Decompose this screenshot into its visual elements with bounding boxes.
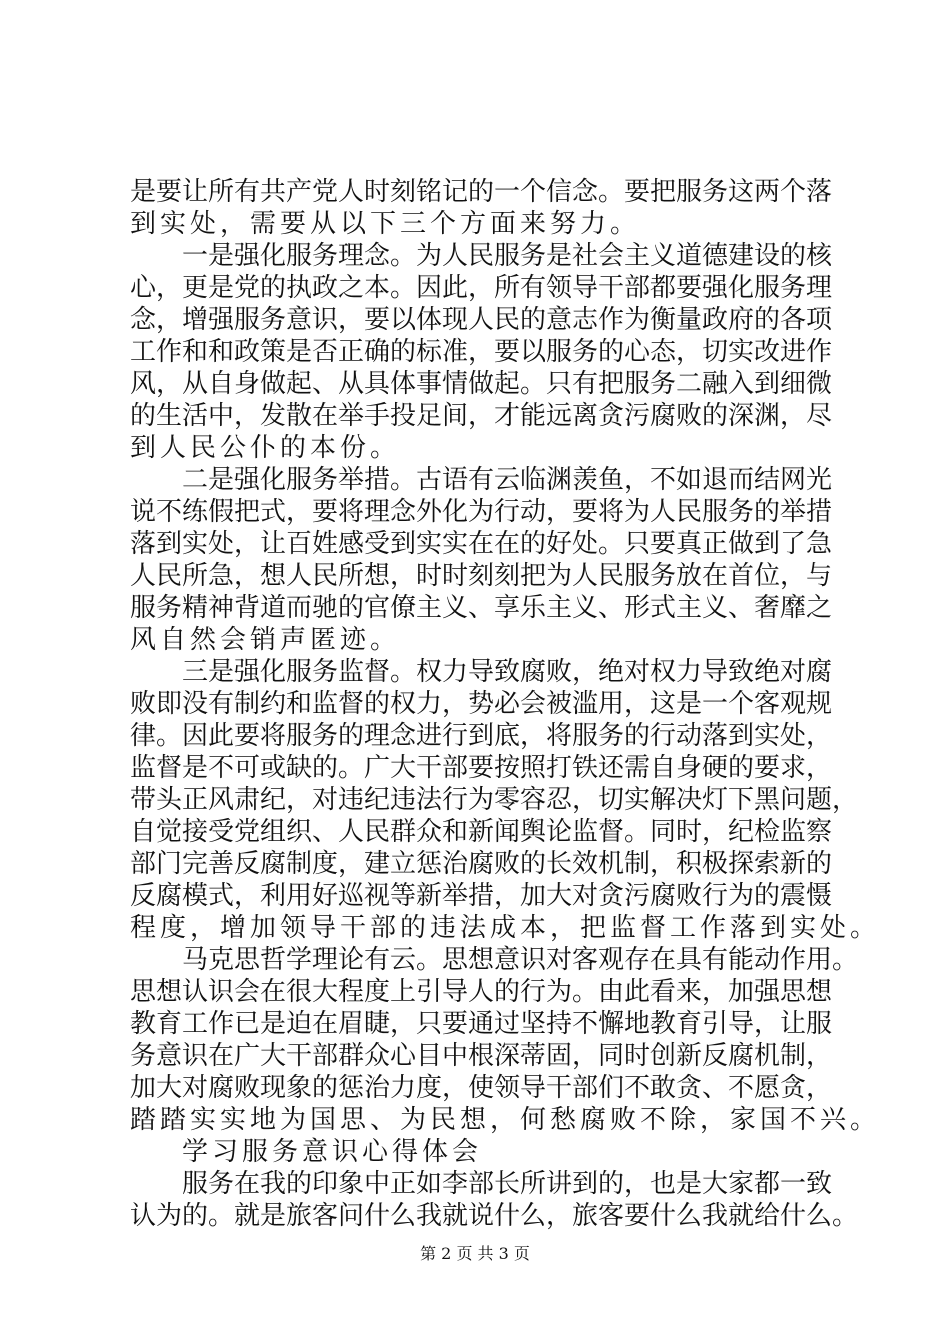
text-line: 加大对腐败现象的惩治力度，使领导干部们不敢贪、不愿贪， [130, 1073, 833, 1103]
text-line: 是要让所有共产党人时刻铭记的一个信念。要把服务这两个落 [130, 177, 833, 207]
text-line: 到实处，需要从以下三个方面来努力。 [130, 209, 641, 239]
text-line: 程度，增加领导干部的违法成本，把监督工作落到实处。 [130, 913, 881, 943]
paragraph-first-line: 二是强化服务举措。古语有云临渊羡鱼，不如退而结网光 [182, 465, 833, 495]
text-line: 监督是不可或缺的。广大干部要按照打铁还需自身硬的要求， [130, 753, 833, 783]
text-line: 反腐模式，利用好巡视等新举措，加大对贪污腐败行为的震慑 [130, 881, 833, 911]
text-line: 的生活中，发散在举手投足间，才能远离贪污腐败的深渊，尽 [130, 401, 833, 431]
text-line: 教育工作已是迫在眉睫，只要通过坚持不懈地教育引导，让服 [130, 1009, 833, 1039]
section-heading: 学习服务意识心得体会 [182, 1137, 483, 1167]
paragraph-first-line: 马克思哲学理论有云。思想意识对客观存在具有能动作用。 [182, 945, 859, 975]
paragraph-first-line: 三是强化服务监督。权力导致腐败，绝对权力导致绝对腐 [182, 657, 833, 687]
page-footer: 第 2 页 共 3 页 [420, 1244, 530, 1263]
text-line: 落到实处，让百姓感受到实实在在的好处。只要真正做到了急 [130, 529, 833, 559]
text-line: 思想认识会在很大程度上引导人的行为。由此看来，加强思想 [130, 977, 833, 1007]
text-line: 服务精神背道而驰的官僚主义、享乐主义、形式主义、奢靡之 [130, 593, 833, 623]
text-line: 到人民公仆的本份。 [130, 433, 401, 463]
text-line: 带头正风肃纪，对违纪违法行为零容忍，切实解决灯下黑问题， [130, 785, 859, 815]
text-line: 败即没有制约和监督的权力，势必会被滥用，这是一个客观规 [130, 689, 833, 719]
text-line: 部门完善反腐制度，建立惩治腐败的长效机制，积极探索新的 [130, 849, 833, 879]
text-line: 务意识在广大干部群众心目中根深蒂固，同时创新反腐机制， [130, 1041, 833, 1071]
text-line: 律。因此要将服务的理念进行到底，将服务的行动落到实处， [130, 721, 833, 751]
text-line: 风，从自身做起、从具体事情做起。只有把服务二融入到细微 [130, 369, 833, 399]
text-line: 认为的。就是旅客问什么我就说什么，旅客要什么我就给什么。 [130, 1201, 859, 1231]
paragraph-first-line: 一是强化服务理念。为人民服务是社会主义道德建设的核 [182, 241, 833, 271]
text-line: 念，增强服务意识，要以体现人民的意志作为衡量政府的各项 [130, 305, 833, 335]
text-line: 工作和和政策是否正确的标准，要以服务的心态，切实改进作 [130, 337, 833, 367]
text-line: 人民所急，想人民所想，时时刻刻把为人民服务放在首位，与 [130, 561, 833, 591]
text-line: 说不练假把式，要将理念外化为行动，要将为人民服务的举措 [130, 497, 833, 527]
text-line: 踏踏实实地为国思、为民想，何愁腐败不除，家国不兴。 [130, 1105, 881, 1135]
text-line: 风自然会销声匿迹。 [130, 625, 401, 655]
paragraph-first-line: 服务在我的印象中正如李部长所讲到的，也是大家都一致 [182, 1169, 833, 1199]
text-line: 心，更是党的执政之本。因此，所有领导干部都要强化服务理 [130, 273, 833, 303]
text-line: 自觉接受党组织、人民群众和新闻舆论监督。同时，纪检监察 [130, 817, 833, 847]
